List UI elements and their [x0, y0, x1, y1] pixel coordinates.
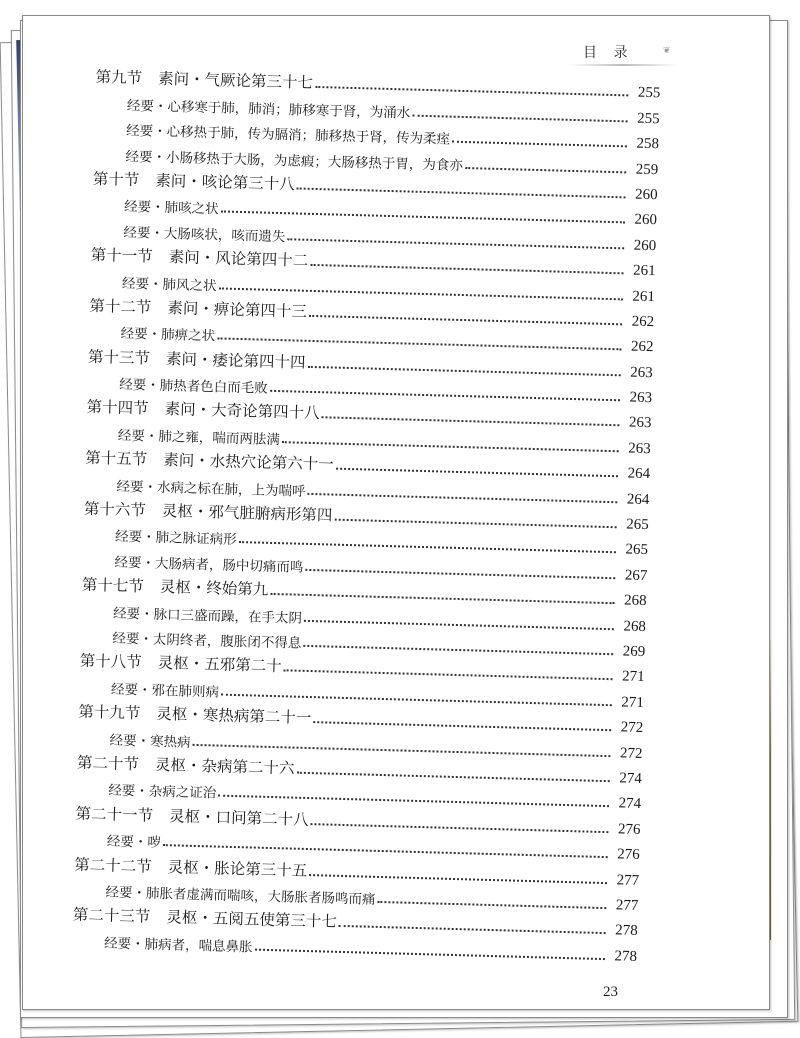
entry-page-number: 261: [632, 288, 656, 305]
section-number: 第十七节: [81, 576, 145, 596]
entry-title: 灵枢・口问第二十八: [168, 806, 309, 829]
entry-page-number: 267: [624, 567, 648, 584]
entry-page-number: 263: [629, 389, 653, 407]
section-number: 第十六节: [83, 499, 147, 520]
entry-page-number: 262: [631, 313, 655, 331]
entry-title: 灵枢・五阅五使第三十七: [166, 908, 338, 932]
entry-title: 经要・肺热者色白而毛败: [119, 376, 268, 397]
running-header: 目 录: [583, 45, 634, 61]
entry-page-number: 277: [615, 897, 639, 914]
entry-title: 经要・邪在肺则病: [110, 681, 220, 701]
entry-title: 素问・痿论第四十四: [165, 349, 306, 372]
entry-title: 经要・肺咳之状: [123, 199, 219, 218]
section-number: 第二十二节: [74, 855, 153, 876]
entry-page-number: 278: [614, 948, 638, 965]
section-number: 第十五节: [85, 449, 148, 469]
entry-page-number: 268: [623, 592, 647, 610]
entry-page-number: 272: [620, 719, 644, 737]
dot-leader: [452, 141, 627, 148]
section-number: 第九节: [95, 68, 143, 88]
entry-title: 素问・大奇论第四十八: [164, 400, 320, 423]
entry-page-number: 265: [625, 516, 649, 534]
table-of-contents: [72, 62, 661, 966]
entry-title: 经要・小肠移热于大肠，为虑瘕；大肠移热于胃，为食亦: [125, 148, 464, 174]
section-number: 第十二节: [89, 296, 152, 317]
page-number: 23: [603, 984, 618, 1000]
entry-title: 经要・肺病者，喘息鼻胀: [103, 935, 253, 956]
entry-page-number: 276: [617, 846, 640, 864]
section-number: 第十三节: [87, 347, 151, 368]
entry-page-number: 261: [632, 262, 656, 280]
entry-title: 灵枢・五邪第二十: [157, 654, 282, 676]
entry-page-number: 255: [636, 110, 660, 128]
entry-title: 经要・脉口三盛而躁，在手太阴: [112, 605, 303, 627]
section-number: 第二十三节: [72, 905, 151, 927]
entry-page-number: 263: [630, 364, 654, 381]
entry-page-number: 269: [622, 643, 646, 661]
section-number: 第十四节: [86, 398, 149, 419]
entry-page-number: 272: [619, 744, 643, 762]
entry-title: 经要・太阴终者，腹胀闭不得息: [112, 630, 302, 652]
entry-title: 灵枢・杂病第二十六: [154, 755, 295, 778]
section-number: 第十八节: [79, 652, 143, 672]
entry-page-number: 274: [618, 795, 642, 813]
entry-page-number: 278: [614, 922, 638, 940]
entry-title: 经要・肺风之状: [121, 275, 217, 294]
dot-leader: [412, 114, 627, 122]
entry-page-number: 260: [634, 211, 658, 229]
section-number: 第二十一节: [75, 804, 154, 825]
section-number: 第二十节: [76, 753, 140, 774]
entry-title: 经要・肺痹之状: [120, 326, 216, 345]
entry-page-number: 258: [636, 135, 660, 153]
dot-leader: [465, 167, 626, 173]
entry-title: 经要・哕: [106, 833, 162, 852]
entry-page-number: 268: [623, 618, 647, 635]
entry-title: 灵枢・邪气脏腑病形第四: [161, 501, 333, 525]
entry-title: 灵枢・寒热病第二十一: [156, 705, 312, 728]
entry-page-number: 271: [621, 694, 645, 711]
entry-title: 素问・水热穴论第六十一: [163, 451, 334, 474]
entry-page-number: 277: [616, 871, 640, 889]
entry-title: 经要・肺胀者虚满而喘咳，大肠胀者肠鸣而痛: [105, 884, 376, 908]
section-number: 第十九节: [78, 702, 141, 723]
header-ornament-icon: ❦: [663, 46, 671, 56]
entry-page-number: 264: [626, 491, 650, 508]
entry-title: 素问・痹论第四十三: [167, 298, 308, 321]
entry-title: 经要・心移寒于肺，肺消；肺移寒于肾，为涌水: [126, 97, 411, 122]
entry-page-number: 255: [637, 85, 661, 102]
entry-title: 经要・杂病之证治: [108, 782, 217, 802]
entry-title: 素问・咳论第三十八: [155, 171, 296, 194]
entry-title: 经要・大肠病者，肠中切痛而鸣: [114, 554, 304, 576]
section-number: 第十一节: [90, 246, 154, 266]
entry-page-number: 263: [628, 440, 651, 458]
section-number: 第十节: [92, 169, 140, 190]
header-rule: [568, 64, 678, 66]
entry-page-number: 262: [630, 338, 654, 356]
entry-page-number: 276: [617, 821, 641, 838]
entry-title: 素问・风论第四十二: [168, 248, 309, 270]
entry-page-number: 265: [625, 541, 649, 559]
entry-title: 经要・大肠咳状，咳而遗失: [123, 224, 286, 245]
entry-title: 经要・寒热病: [109, 732, 191, 751]
entry-page-number: 274: [619, 770, 643, 787]
entry-title: 经要・水病之标在肺，上为喘呼: [116, 478, 306, 500]
entry-page-number: 260: [633, 237, 657, 254]
entry-page-number: 263: [628, 415, 652, 432]
entry-page-number: 259: [635, 161, 659, 178]
entry-title: 灵枢・终始第九: [159, 578, 269, 600]
entry-page-number: 264: [627, 465, 651, 483]
entry-page-number: 260: [634, 186, 658, 204]
entry-page-number: 271: [621, 668, 645, 686]
entry-title: 素问・气厥论第三十七: [157, 70, 314, 93]
entry-title: 灵枢・胀论第三十五: [167, 857, 308, 880]
entry-title: 经要・心移热于肺，传为膈消；肺移热于肾，传为柔痓: [125, 123, 451, 148]
entry-title: 经要・肺之雍，喘而两胠满: [117, 427, 281, 448]
entry-title: 经要・肺之脉证病形: [114, 529, 237, 549]
